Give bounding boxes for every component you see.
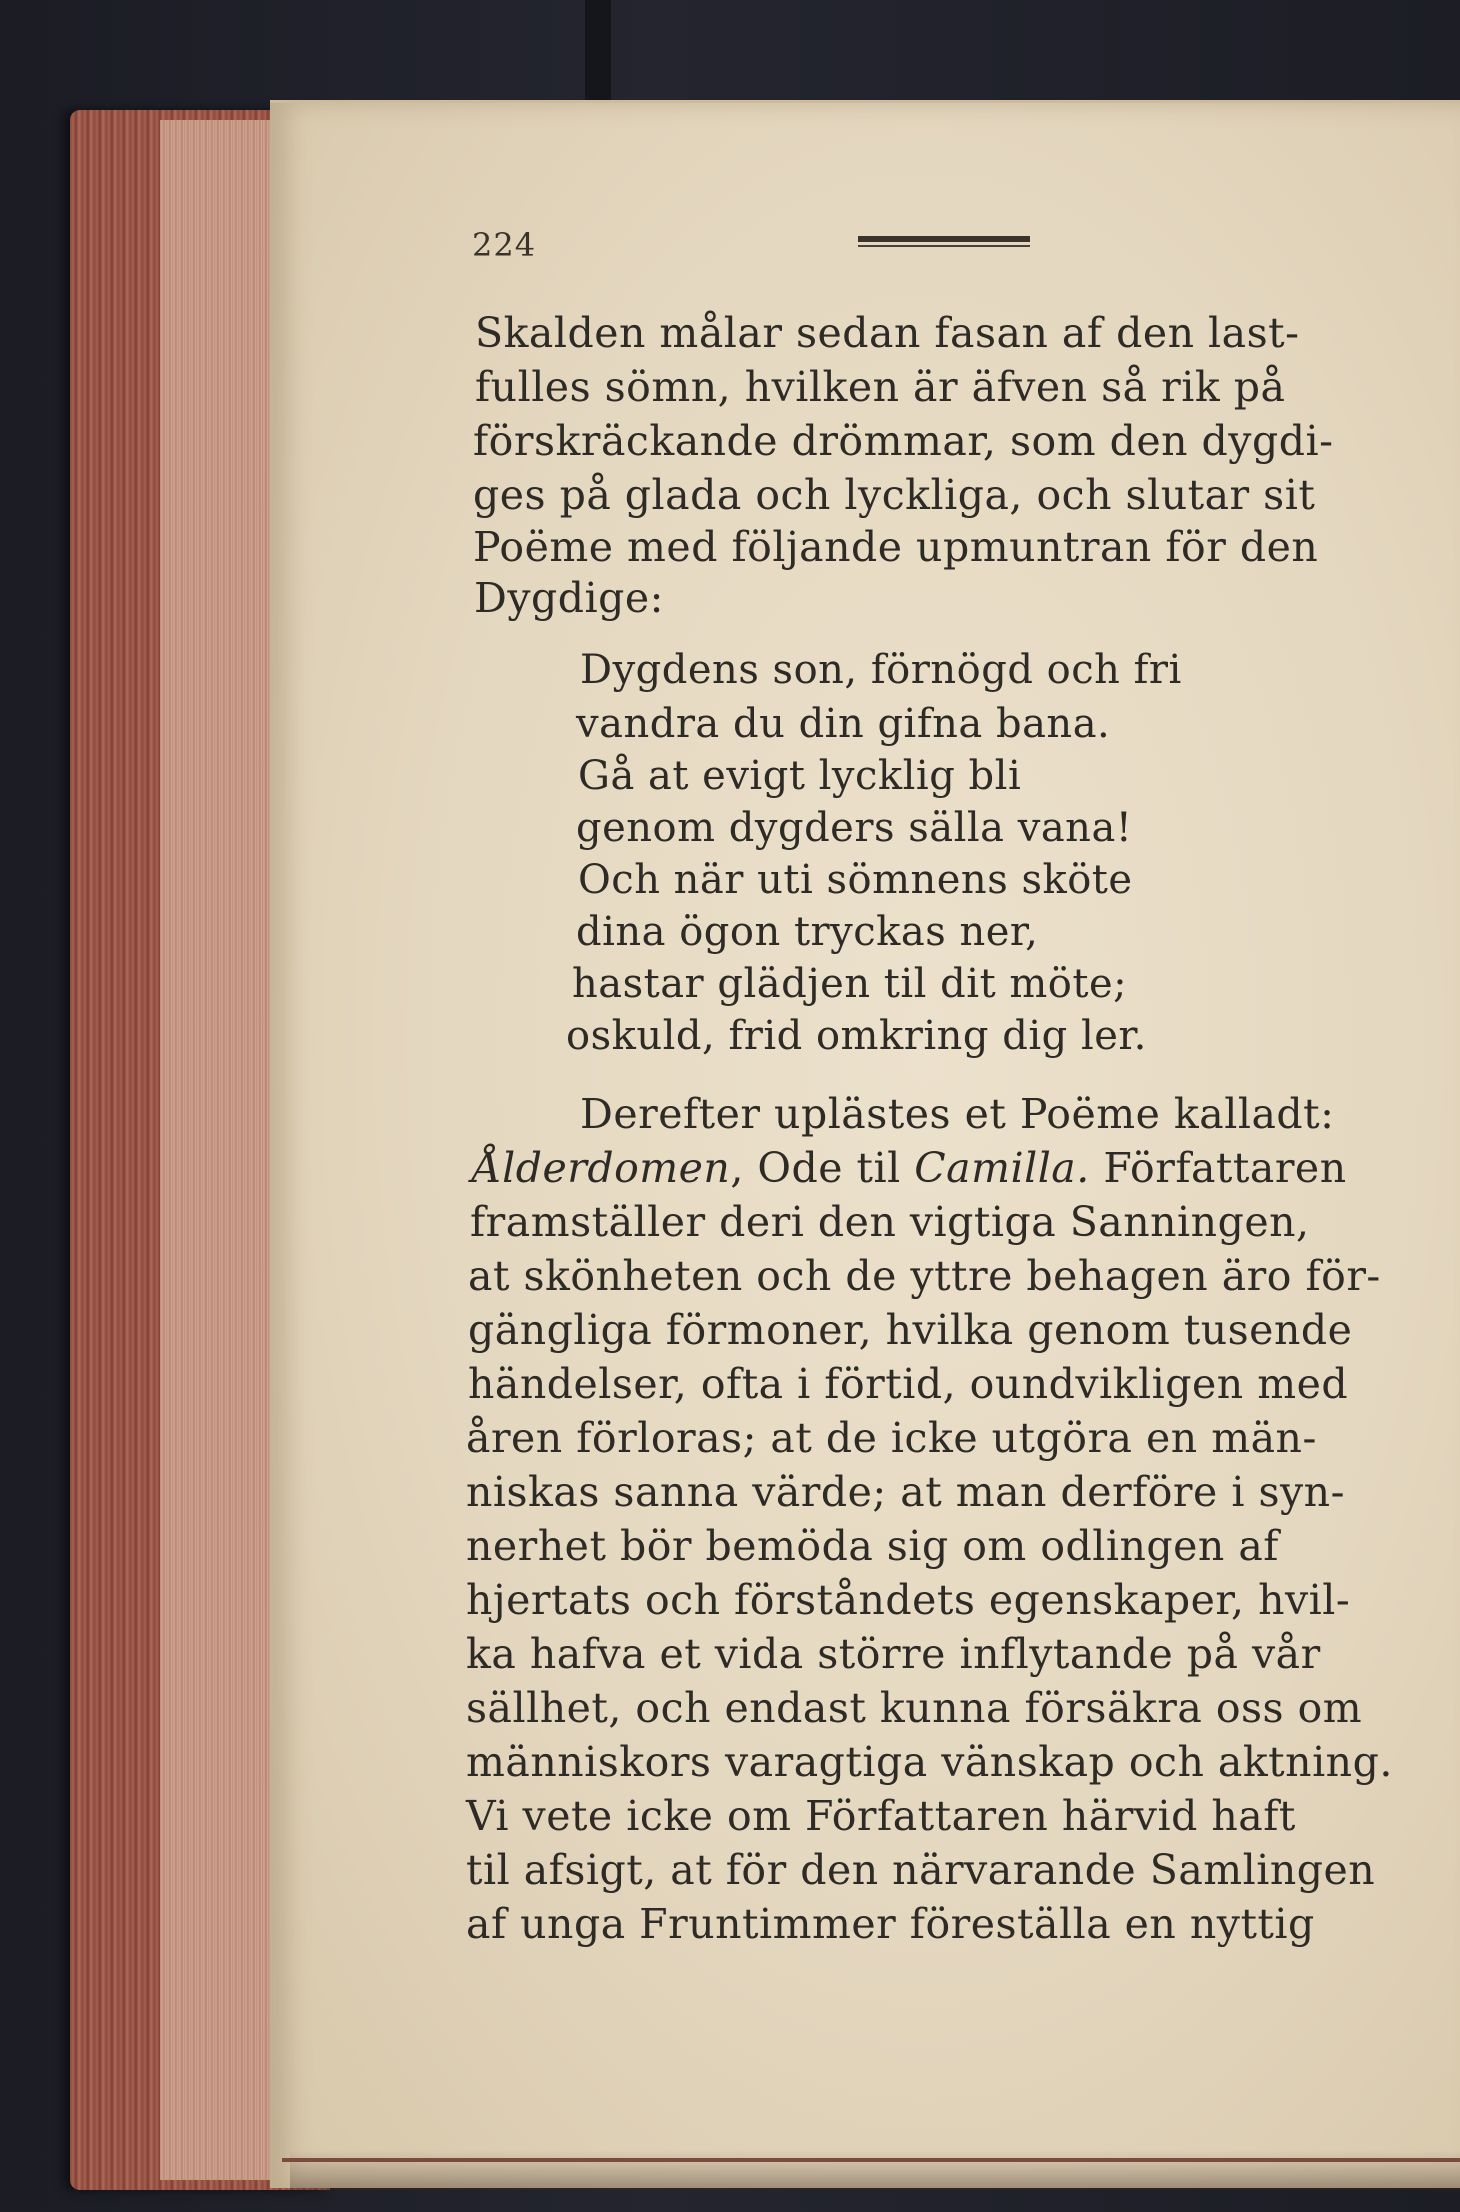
page-number: 224 (472, 226, 537, 264)
paragraph-2-line-13: människors varagtiga vänskap och aktning. (466, 1738, 1393, 1786)
paragraph-2-line-1: Derefter uplästes et Poëme kalladt: (580, 1090, 1335, 1138)
paragraph-2-line-15: til afsigt, at för den närvarande Samlingen (466, 1846, 1376, 1894)
verse-line-5: Och när uti sömnens sköte (578, 857, 1133, 903)
verse-line-7: hastar glädjen til dit möte; (572, 961, 1128, 1007)
header-rule-ornament (858, 236, 1030, 248)
paragraph-2-line-2 (472, 1144, 1347, 1192)
book-inner-edges (160, 120, 285, 2180)
paragraph-1-line-2: fulles sömn, hvilken är äfven så rik på (475, 363, 1286, 411)
poem-title-italic: Ålderdomen (472, 1144, 731, 1192)
verse-line-3: Gå at evigt lycklig bli (578, 753, 1022, 799)
paragraph-2-line-6: händelser, ofta i förtid, oundvikligen med (468, 1360, 1349, 1408)
paragraph-2-line-7: åren förloras; at de icke utgöra en män- (466, 1414, 1317, 1462)
page-bottom-edge (282, 2158, 1460, 2162)
paragraph-1-line-1: Skalden målar sedan fasan af den last- (475, 309, 1300, 357)
header-rule-thin (858, 245, 1030, 247)
paragraph-2-line-3: framställer deri den vigtiga Sanningen, (470, 1198, 1310, 1246)
paragraph-2-line-14: Vi vete icke om Författaren härvid haft (466, 1792, 1296, 1840)
paragraph-2-line-5: gängliga förmoner, hvilka genom tusende (468, 1306, 1353, 1354)
paragraph-2-line-8: niskas sanna värde; at man derföre i syn- (466, 1468, 1345, 1516)
paragraph-2-line-4: at skönheten och de yttre behagen äro för- (468, 1252, 1381, 1300)
page-bottom-shadow (290, 2150, 1460, 2190)
paragraph-2-line-12: sällhet, och endast kunna försäkra oss om (466, 1684, 1363, 1732)
paragraph-2-line-16: af unga Fruntimmer föreställa en nyttig (466, 1900, 1315, 1948)
paragraph-2-line-10: hjertats och förståndets egenskaper, hvil- (466, 1576, 1351, 1624)
paragraph-2-line-11: ka hafva et vida större inflytande på vår (466, 1630, 1321, 1678)
paragraph-1-line-5: Poëme med följande upmuntran för den (473, 523, 1319, 571)
background-seam (585, 0, 611, 110)
paragraph-1-line-3: förskräckande drömmar, som den dygdi- (473, 417, 1334, 465)
verse-line-1: Dygdens son, förnögd och fri (580, 647, 1182, 693)
verse-line-2: vandra du din gifna bana. (576, 701, 1111, 747)
verse-line-6: dina ögon tryckas ner, (576, 909, 1039, 955)
header-rule-thick (858, 236, 1030, 242)
ode-text: , Ode til (730, 1144, 915, 1192)
camilla-italic: Camilla. (914, 1144, 1090, 1192)
verse-line-4: genom dygders sälla vana! (576, 805, 1133, 851)
verse-line-8: oskuld, frid omkring dig ler. (566, 1013, 1147, 1059)
paragraph-1-line-4: ges på glada och lyckliga, och slutar sit (473, 471, 1316, 519)
author-text: Författaren (1089, 1144, 1347, 1192)
paragraph-1-line-6: Dygdige: (474, 574, 664, 622)
paragraph-2-line-9: nerhet bör bemöda sig om odlingen af (466, 1522, 1279, 1570)
